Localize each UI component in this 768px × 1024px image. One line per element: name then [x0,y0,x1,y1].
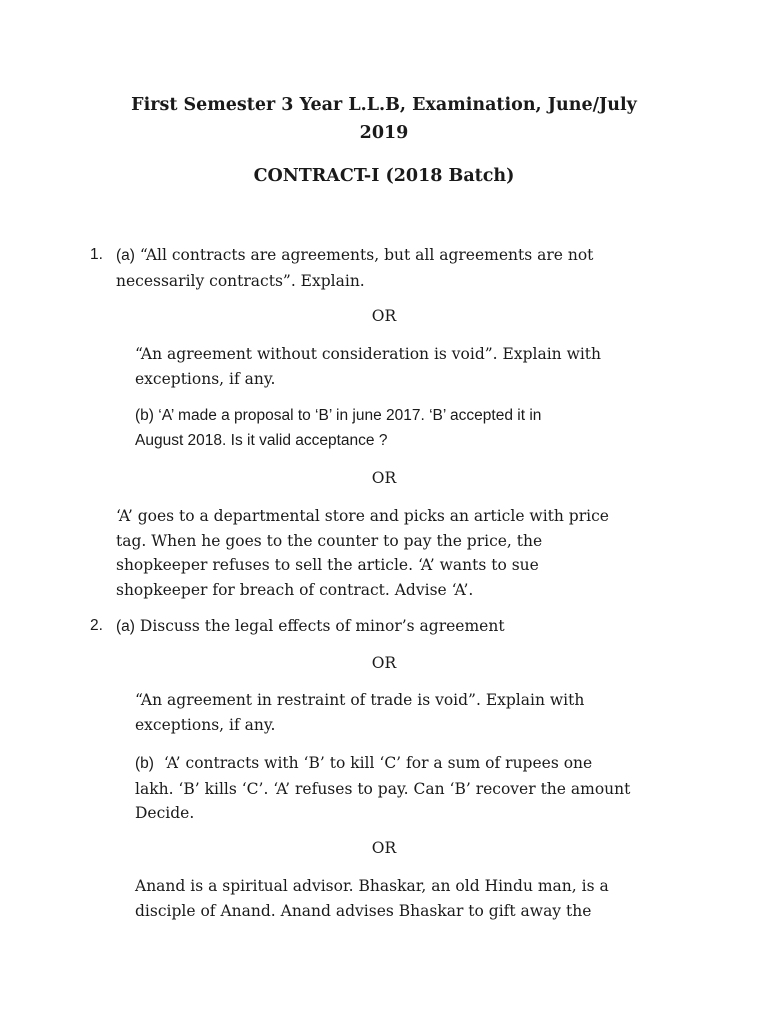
or-separator-2: OR [371,469,397,487]
question-2b-line-2: lakh. ‘B’ kills ‘C’. ‘A’ refuses to pay. Can ‘B’ recover the amount [135,779,631,798]
question-2a-alt-line-1: “An agreement in restraint of trade is void”. Explain with [135,691,585,709]
or-separator-4: OR [371,839,397,857]
question-1b-alt-line-4: shopkeeper for breach of contract. Advise ‘A’. [116,580,474,599]
exam-title-line-1: First Semester 3 Year L.L.B, Examination, June/July [131,95,637,115]
question-2a-line-1: Discuss the legal effects of minor’s agreement [139,617,505,635]
question-1a-line-1: “All contracts are agreements, but all agreements are not [139,246,594,264]
question-1a-prefix: (a) [116,247,135,264]
question-2-number: 2. [90,617,103,634]
question-1a-alt-line-2: exceptions, if any. [135,369,276,388]
exam-subject-title: CONTRACT-I (2018 Batch) [253,166,515,186]
question-1a-alternative [135,342,601,391]
question-1b-alt-line-2: tag. When he goes to the counter to pay the price, the [116,531,543,550]
question-1-number: 1. [90,246,103,263]
question-2a-alternative [135,688,584,737]
question-2b-prefix: (b) [135,755,154,772]
question-1b-line-2: August 2018. Is it valid acceptance ? [135,431,388,449]
question-2a [116,614,505,640]
question-2b-alt-line-2: disciple of Anand. Anand advises Bhaskar to gift away the [135,901,592,920]
question-2a-prefix: (a) [116,618,135,635]
question-1b [135,404,541,453]
or-separator-3: OR [371,654,397,672]
question-1a [116,243,593,293]
question-2b [135,751,630,826]
question-2b-line-1: ‘A’ contracts with ‘B’ to kill ‘C’ for a sum of rupees one [163,754,593,772]
question-1b-alt-line-3: shopkeeper refuses to sell the article. ‘A’ wants to sue [116,556,539,574]
question-1b-line-1: (b) ‘A’ made a proposal to ‘B’ in june 2017. ‘B’ accepted it in [135,407,542,424]
question-2b-line-3: Decide. [135,804,195,822]
question-1a-line-2: necessarily contracts”. Explain. [116,271,365,290]
question-2b-alt-line-1: Anand is a spiritual advisor. Bhaskar, an old Hindu man, is a [135,877,609,895]
question-1b-alt-line-1: ‘A’ goes to a departmental store and picks an article with price [116,507,609,525]
question-2b-alternative [135,874,609,923]
question-1a-alt-line-1: “An agreement without consideration is void”. Explain with [135,345,602,363]
question-1b-alternative [116,504,609,602]
exam-title-line-2: 2019 [359,123,409,143]
or-separator-1: OR [371,307,397,325]
question-2a-alt-line-2: exceptions, if any. [135,715,276,734]
